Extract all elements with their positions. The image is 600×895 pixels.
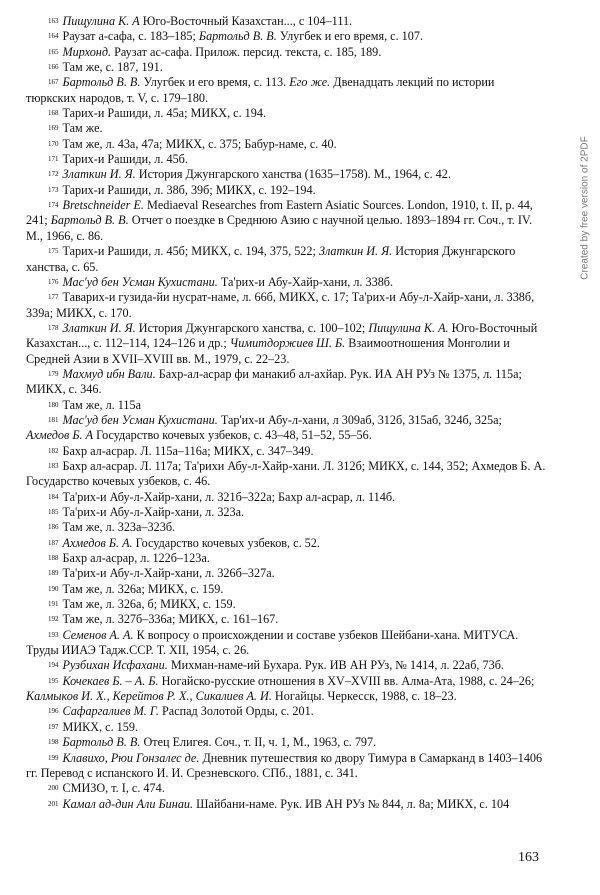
footnote-author: Махмуд ибн Вали. [62,366,156,381]
footnote-number: 197 [48,722,59,731]
footnote-text: Улугбек и его время, с. 113. [140,75,290,90]
footnote-number: 187 [48,538,59,547]
footnote-number: 199 [48,753,59,762]
footnote [26,413,546,444]
footnote-number: 180 [48,400,59,409]
footnote-text: Та'рих-и Абу-л-Хайр-хани, л. 326б–327а. [62,566,275,581]
footnote-number: 168 [48,109,59,118]
footnote [26,290,546,321]
footnote-number: 183 [48,461,59,470]
footnote [26,597,546,612]
footnote-text: Улугбек и его время, с. 107. [276,29,424,44]
footnote-author: Bretschneider E. [62,198,144,213]
footnote-author: Калмыков И. Х., Керейтов Р. Х., Сикалиев А. И. [26,689,272,704]
footnote-number: 176 [48,277,59,286]
footnote-text: Тарих-и Рашиди, л. 38б, 39б; МИКХ, с. 192–194. [62,182,316,197]
footnote-number: 172 [48,170,59,179]
footnote-text: Тарих-и Рашиди, л. 45а; МИКХ, с. 194. [62,106,266,121]
footnote-text: Юго-Восточный Казахстан..., с 104–111. [139,14,353,28]
footnote-author: Камал ад-дин Али Бинаи. [62,796,194,811]
footnote-text: Раузат а-сафа, с. 183–185; [62,29,199,44]
footnote [26,459,546,490]
footnote-number: 191 [48,600,59,609]
footnote-author: Мас'уд бен Усман Кухистани. [62,274,218,289]
footnote-text: Бахр ал-асрар. Л. 115а–116а; МИКХ, с. 347–349. [62,443,314,458]
footnote-number: 163 [48,17,59,25]
footnote-text: Тар'их-и Абу-л-хани, л 309аб, 312б, 315аб, 324б, 325а; [217,412,502,427]
footnote [26,612,546,627]
footnote [26,60,546,75]
footnotes-list [26,14,546,812]
footnote [26,551,546,566]
footnote [26,121,546,136]
footnote-text: Юго-Восточный Казахстан..., с. 112–114, 124–126 и др.; [26,320,538,351]
footnote [26,398,546,413]
footnote-text: Там же. [62,121,103,136]
footnote [26,152,546,167]
footnote [26,505,546,520]
footnote-number: 166 [48,63,59,72]
footnote-text: Распад Золотой Орды, с. 201. [158,704,314,719]
footnote [26,520,546,535]
footnote-number: 198 [48,738,59,747]
footnote-text: Отец Елигея. Соч., т. II, ч. 1, М., 1963, с. 797. [140,735,377,750]
footnote-number: 185 [48,508,59,516]
footnote [26,321,546,367]
footnote-author: Пищулина К. А. [368,320,449,335]
footnote-text: Та'рих-и Абу-л-Хайр-хани, л. 323а. [62,505,245,519]
footnote-number: 179 [48,369,59,378]
footnote-text: Государство кочевых узбеков, с. 52. [132,535,320,550]
footnote-number: 195 [48,676,59,685]
footnote-text: Михман-наме-ий Бухара. Рук. ИВ АН РУз, № 1414, л. 22аб, 73б. [167,658,504,673]
footnote-text: Там же, л. 115а [62,397,141,412]
footnote-text: Взаимоотношения Монголии и Средней Азии в XVII–XVIII вв. М., 1979, с. 22–23. [26,336,510,366]
footnote-text: Там же, л. 326а, б; МИКХ, с. 159. [62,597,236,612]
footnote-text: Бахр-ал-асрар фи манакиб ал-ахйар. Рук. ИА АН РУз № 1375, л. 115а; МИКХ, с. 346. [26,366,522,397]
footnote [26,566,546,581]
footnote-text: Двенадцать лекций по истории тюркских народов, т. V, с. 179–180. [26,75,495,105]
footnote-text: История Джунгарского ханства, с. 100–102; [135,320,369,335]
footnote-number: 173 [48,185,59,194]
footnote [26,536,546,551]
footnote-number: 167 [48,78,59,87]
footnote [26,244,546,275]
footnote-number: 177 [48,293,59,302]
footnote-author: Златкин И. Я. [62,320,136,335]
footnote-author: Клавихо, Рюи Гонзалес де. [62,750,200,765]
footnote-number: 184 [48,492,59,501]
footnote-text: Шайбани-наме. Рук. ИВ АН РУз № 844, л. 8а; МИКХ, с. 104 [193,796,510,811]
footnote-number: 182 [48,446,59,455]
footnote [26,704,546,719]
footnote-author: Мас'уд бен Усман Кухистани. [62,412,218,427]
pdf-watermark [576,98,594,318]
footnote [26,490,546,505]
footnote-author: Бартольд В. В. [198,29,277,44]
footnote-number: 190 [48,584,59,593]
footnote-number: 196 [48,707,59,716]
footnote-text: Бахр ал-асрар. Л. 117а; Та'рихи Абу-л-Хайр-хани. Л. 312б; МИКХ, с. 144, 352; Ахмедов Б. А. Государство кочевых узбеков, с. 46. [26,458,546,489]
footnote [26,106,546,121]
footnote-number: 186 [48,523,59,532]
footnote [26,781,546,796]
footnote-author: Пищулина К. А [62,14,140,28]
footnote-text: Дневник путешествия ко двору Тимура в Самарканд в 1403–1406 гг. Перевод с испанского И. И. Срезневского. СПб., 1881, с. 341. [26,750,543,780]
footnote-author: Кочекаев Б. – А. Б. [62,673,159,688]
footnote [26,797,546,812]
footnote-number: 178 [48,323,59,332]
footnote [26,183,546,198]
footnote-text: Государство кочевых узбеков, с. 43–48, 51–52, 55–56. [93,428,372,443]
footnote [26,167,546,182]
footnote-author: Мирхонд. [62,44,112,59]
footnote-author: Сафаргалиев М. Г. [62,704,159,719]
footnote-number: 192 [48,615,59,624]
footnote-number: 193 [48,630,59,639]
footnote-text: Та'рих-и Абу-Хайр-хани, л. 338б. [217,274,394,289]
footnote-text: Mediaeval Researches from Eastern Asiatic Sources. London, 1910, t. II, p. 44, 241; [26,198,533,228]
footnote [26,367,546,398]
footnote [26,29,546,44]
footnote-number: 194 [48,661,59,670]
footnote-author: Его же. [289,75,331,90]
footnote-number: 201 [48,799,59,808]
footnote-text: Там же, л. 323а–323б. [62,520,176,535]
footnote-text: Ногайско-русские отношения в XV–XVIII вв. Алма-Ата, 1988, с. 24–26; [158,673,535,688]
footnote-number: 200 [48,784,59,793]
footnote-text: Там же, л. 43а, 47а; МИКХ, с. 375; Бабур-наме, с. 40. [62,136,337,151]
footnote-author: Бартольд В. В. [62,735,141,750]
footnote-author: Бартольд В. В. [62,75,141,90]
footnote-number: 165 [48,47,59,56]
footnote-text: Бахр ал-асрар, л. 122б–123а. [62,551,210,566]
footnote [26,582,546,597]
footnote [26,735,546,750]
footnote-number: 170 [48,139,59,148]
footnote [26,14,546,29]
footnote-text: Там же, с. 187, 191. [62,60,163,75]
footnote-text: Ногайцы. Черкесск, 1988, с. 18–23. [271,689,457,704]
footnote-number: 189 [48,569,59,578]
footnote-text: К вопросу о происхождении и составе узбеков Шейбани-хана. МИТУСА. Труды ИИАЭ Тадж.ССР. Т. XII, 1954, с. 26. [26,627,519,658]
footnote [26,275,546,290]
footnote-text: Отчет о поездке в Среднюю Азию с научной целью. 1893–1894 гг. Соч., т. IV. М., 1966, с. 86. [26,213,533,243]
footnote [26,75,546,106]
footnote-number: 171 [48,155,59,164]
footnote [26,45,546,60]
footnote-author: Златкин И. Я. [62,167,136,182]
footnote-author: Семенов А. А. [62,627,134,642]
footnote-number: 181 [48,415,59,424]
footnote-text: История Джунгарского ханства (1635–1758). М., 1964, с. 42. [135,167,451,182]
footnote-author: Златкин И. Я. [318,244,393,259]
footnote-author: Бартольд В. В. [50,213,129,228]
footnote-number: 164 [48,32,59,41]
page-number: 163 [518,850,539,865]
footnote [26,720,546,735]
footnote-author: Ахмедов Б. А [26,428,94,443]
footnote-text: МИКХ, с. 159. [62,719,138,734]
footnote [26,674,546,705]
footnote-number: 174 [48,201,59,210]
footnote-number: 169 [48,124,59,133]
footnote [26,137,546,152]
footnote-text: Тарих-и Рашиди, л. 45б. [62,152,188,167]
footnote-text: Раузат ас-сафа. Прилож. персид. текста, с. 185, 189. [111,44,382,59]
footnote-text: Таварих-и гузида-йи нусрат-наме, л. 66б, МИКХ, с. 17; Та'рих-и Абу-л-Хайр-хани, л. 338б, 339а; МИКХ, с. 170. [26,290,535,320]
footnote-text: Там же, л. 327б–336а; МИКХ, с. 161–167. [62,612,279,627]
footnote-number: 175 [48,247,59,256]
footnote [26,658,546,673]
pdf-watermark-text: Created by free version of 2PDF [579,136,591,280]
footnote-text: Та'рих-и Абу-л-Хайр-хани, л. 321б–322а; Бахр ал-асрар, л. 114б. [62,489,396,504]
footnote [26,628,546,659]
footnote-number: 188 [48,554,59,563]
footnote-author: Чимитдоржиев Ш. Б. [229,336,346,351]
footnote-text: История Джунгарского ханства, с. 65. [26,244,516,274]
footnote-author: Рузбихан Исфахани. [62,658,168,673]
footnote-text: СМИЗО, т. I, с. 474. [62,781,165,796]
footnote-author: Ахмедов Б. А. [62,535,133,550]
footnote [26,444,546,459]
footnote [26,751,546,782]
footnote-text: Тарих-и Рашиди, л. 45б; МИКХ, с. 194, 375, 522; [62,244,319,259]
footnote [26,198,546,244]
footnote-text: Там же, л. 326а; МИКХ, с. 159. [62,581,224,596]
